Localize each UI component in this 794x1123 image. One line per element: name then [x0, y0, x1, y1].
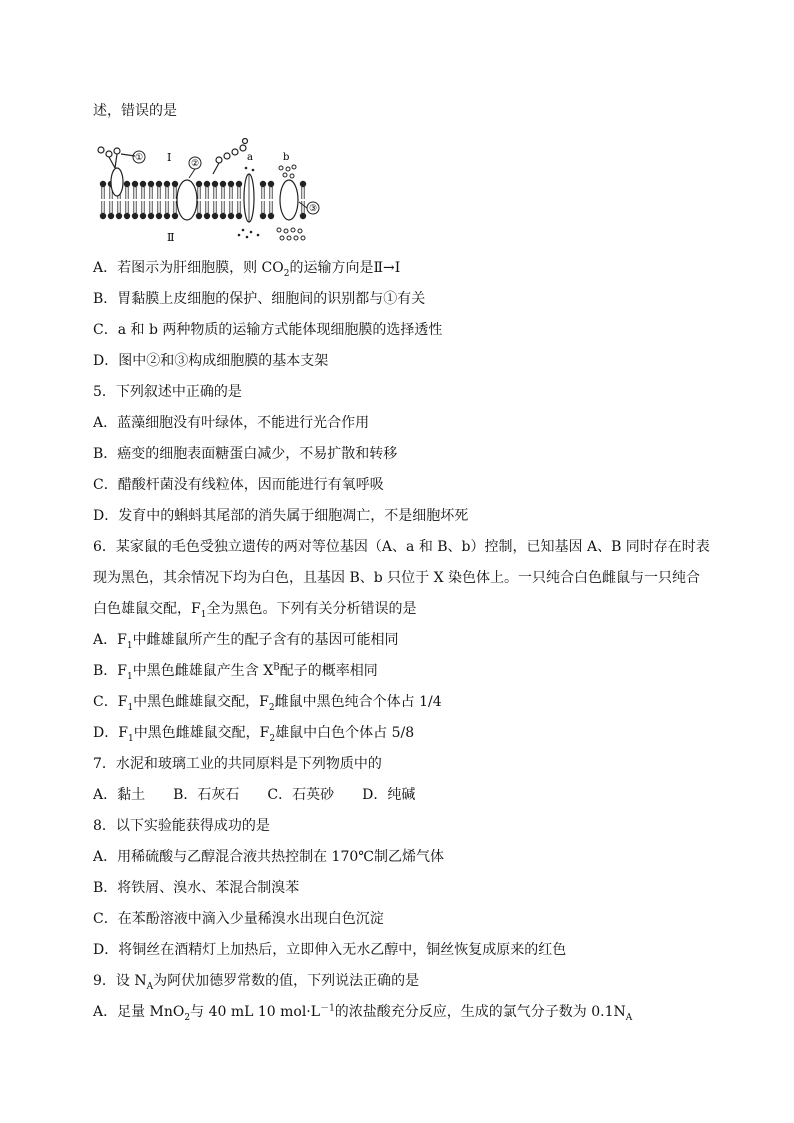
q4-option-b: B．胃黏膜上皮细胞的保护、细胞间的识别都与①有关 [93, 291, 426, 307]
label-circle-2: ② [191, 159, 200, 169]
q5-option-c: C．醋酸杆菌没有线粒体，因而能进行有氧呼吸 [93, 477, 384, 493]
phospholipid-head [116, 213, 122, 219]
phospholipid-heads-bottom [100, 213, 306, 219]
q8-option-b: B．将铁屑、溴水、苯混合制溴苯 [93, 880, 300, 896]
phospholipid-head [204, 181, 210, 187]
phospholipid-head [132, 181, 138, 187]
q7-stem: 7．水泥和玻璃工业的共同原料是下列物质中的 [93, 756, 382, 772]
q6-stem-line-2: 现为黑色，其余情况下均为白色，且基因 B、b 只位于 X 染色体上。一只纯合白色雌鼠与一只纯合 [93, 570, 701, 586]
phospholipid-head [260, 181, 266, 187]
phospholipid-head [236, 213, 242, 219]
phospholipid-head [268, 213, 274, 219]
phospholipid-head [140, 181, 146, 187]
q9-option-a: A．足量 MnO$_2$与 40 mL 10 $mol\cdot L^{-1}$的浓盐酸充分反应，生成的氯气分子数为 $0.1N_A$ [93, 1003, 633, 1023]
q6-stem-line-1: 6．某家鼠的毛色受独立遗传的两对等位基因（A、a 和 B、b）控制，已知基因 A、B 同时存在时表 [93, 539, 710, 555]
label-side-two: Ⅱ [167, 231, 175, 244]
phospholipid-head [164, 181, 170, 187]
cell-membrane-diagram [95, 138, 327, 246]
phospholipid-heads-top [100, 181, 306, 187]
label-letter-b: b [283, 152, 290, 163]
phospholipid-head [204, 213, 210, 219]
phospholipid-tails [102, 187, 304, 213]
phospholipid-head [108, 213, 114, 219]
q5-option-d: D．发育中的蝌蚪其尾部的消失属于细胞凋亡，不是细胞坏死 [93, 508, 469, 524]
label-circle-3: ③ [309, 204, 318, 214]
phospholipid-head [132, 213, 138, 219]
q9-stem: 9．设 $N_A$为阿伏加德罗常数的值，下列说法正确的是 [93, 973, 420, 992]
phospholipid-head [220, 181, 226, 187]
phospholipid-head [196, 181, 202, 187]
phospholipid-head [212, 181, 218, 187]
membrane-protein-middle [177, 180, 197, 220]
carrier-protein-b [280, 180, 298, 220]
phospholipid-head [124, 213, 130, 219]
phospholipid-head [260, 213, 266, 219]
phospholipid-head [228, 181, 234, 187]
q4-option-d: D．图中②和③构成细胞膜的基本支架 [93, 353, 329, 369]
glycolipid-chain [213, 139, 248, 175]
phospholipid-head [212, 213, 218, 219]
q5-option-b: B．癌变的细胞表面糖蛋白减少，不易扩散和转移 [93, 446, 398, 462]
q6-option-c: C．$F_1$中黑色雌雄鼠交配，$F_2$雌鼠中黑色纯合个体占 1/4 [93, 694, 442, 713]
q6-option-b: B．$F_1$中黑色雌雄鼠产生含 $X^B$配子的概率相同 [93, 662, 378, 682]
phospholipid-head [156, 181, 162, 187]
q4-option-a: A．若图示为肝细胞膜，则 $CO_2$的运输方向是Ⅱ→Ⅰ [93, 260, 401, 279]
phospholipid-head [196, 213, 202, 219]
phospholipid-head [148, 213, 154, 219]
q8-stem: 8．以下实验能获得成功的是 [93, 818, 270, 834]
phospholipid-head [100, 181, 106, 187]
phospholipid-head [172, 181, 178, 187]
phospholipid-head [140, 213, 146, 219]
phospholipid-head [228, 213, 234, 219]
phospholipid-head [300, 213, 306, 219]
phospholipid-head [164, 213, 170, 219]
q8-option-a: A．用稀硫酸与乙醇混合液共热控制在 170℃制乙烯气体 [93, 849, 444, 865]
q6-stem-line-3: 白色雄鼠交配，$F_1$全为黑色。下列有关分析错误的是 [93, 601, 417, 620]
q6-option-d: D．$F_1$中黑色雌雄鼠交配，$F_2$雄鼠中白色个体占 5/8 [93, 725, 415, 744]
glycoprotein-1 [98, 147, 135, 196]
phospholipid-head [172, 213, 178, 219]
q8-option-d: D．将铜丝在酒精灯上加热后，立即伸入无水乙醇中，铜丝恢复成原来的红色 [93, 942, 567, 958]
phospholipid-head [236, 181, 242, 187]
question-intro: 述，错误的是 [93, 103, 177, 119]
q5-option-a: A．蓝藻细胞没有叶绿体，不能进行光合作用 [93, 415, 370, 431]
label-circle-1: ① [135, 153, 144, 163]
phospholipid-head [156, 213, 162, 219]
phospholipid-head [124, 181, 130, 187]
phospholipid-head [100, 213, 106, 219]
q6-option-a: A．$F_1$中雌雄鼠所产生的配子含有的基因可能相同 [93, 632, 399, 651]
phospholipid-head [268, 181, 274, 187]
phospholipid-head [300, 181, 306, 187]
label-letter-a: a [247, 152, 253, 163]
phospholipid-head [148, 181, 154, 187]
q8-option-c: C．在苯酚溶液中滴入少量稀溴水出现白色沉淀 [93, 911, 384, 927]
q5-stem: 5．下列叙述中正确的是 [93, 384, 242, 400]
label-side-one: Ⅰ [167, 151, 172, 164]
q4-option-c: C．a 和 b 两种物质的运输方式能体现细胞膜的选择透性 [93, 322, 443, 338]
q7-options: A．黏土 B．石灰石 C．石英砂 D．纯碱 [93, 787, 416, 803]
phospholipid-head [220, 213, 226, 219]
